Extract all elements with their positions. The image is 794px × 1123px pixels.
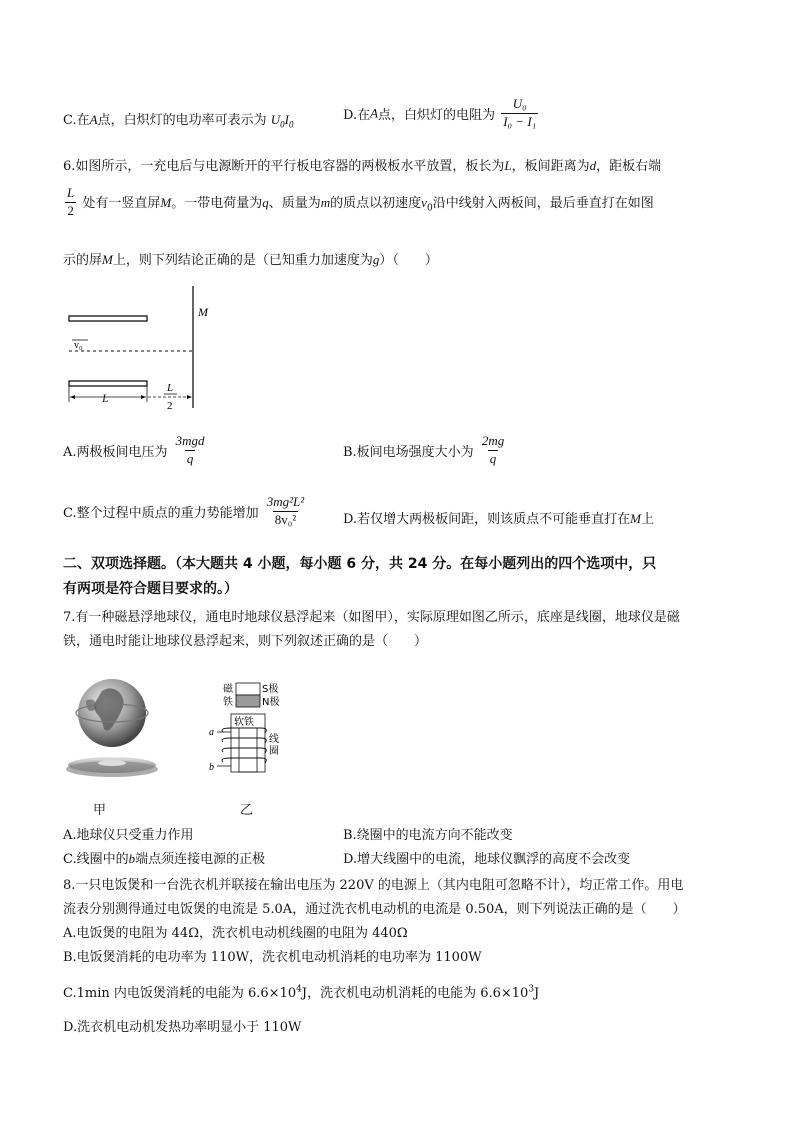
q6-line3b: 上，则下列结论正确的是（已知重力加速度为	[112, 253, 373, 268]
q6-line2	[63, 186, 654, 219]
q5-optc-i: I	[284, 112, 289, 127]
q6-var-v: v	[421, 194, 427, 210]
label-xian: 线	[269, 734, 279, 745]
q8-optc-c: J	[534, 986, 540, 1001]
q5-optd-den: I₀ − I₁	[503, 113, 537, 129]
q6-var-q: q	[262, 194, 269, 210]
label-b: b	[209, 762, 214, 773]
q5-optc-u-sub: 0	[280, 119, 285, 130]
q6-frac-num: L	[67, 185, 75, 200]
q6-capacitor-figure	[60, 282, 230, 412]
label-v0: v₀	[74, 340, 83, 351]
q6-optd-end: 上	[640, 512, 654, 527]
q5-optc-rest: 点，白炽灯的电功率可表示为	[97, 113, 267, 128]
q8-option-a: A.电饭煲的电阻为 44Ω，洗衣机电动机线圈的电阻为 440Ω	[63, 926, 408, 941]
q8-optc-b: J，洗衣机电动机消耗的电能为 6.6×10	[301, 986, 529, 1001]
q6-optc-den: 8v₀²	[274, 511, 297, 527]
q8-optc-exp2: 3	[528, 984, 535, 995]
q6-optd-text: D.若仅增大两极板间距，则该质点不可能垂直打在	[343, 512, 631, 527]
q6-line3c: ）（ ）	[379, 253, 438, 268]
q7-globe-figure	[62, 673, 162, 783]
q6-option-d	[343, 508, 654, 527]
section2-heading-line1: 二、双项选择题。（本大题共 4 小题，每小题 6 分，共 24 分。在每小题列出的四个选项中，只	[63, 556, 657, 572]
q7-option-d: D.增大线圈中的电流，地球仪飘浮的高度不会改变	[343, 852, 631, 867]
q6-line3	[63, 249, 438, 268]
q8-optc-exp1: 4	[296, 984, 302, 995]
q6-optb-text: B.板间电场强度大小为	[343, 444, 474, 460]
base-center	[98, 760, 126, 766]
q7-optc-c: 端点须连接电源的正极	[135, 852, 266, 867]
q6-line1b: ，板间距离为	[511, 159, 590, 174]
q6-line1c: ，距板右端	[596, 159, 662, 174]
q6-option-b	[343, 434, 508, 467]
q6-opta-den: q	[186, 450, 194, 466]
label-ci: 磁	[223, 684, 233, 695]
q7-schematic-figure	[205, 680, 295, 780]
magnet-s	[236, 683, 260, 695]
q6-line2b: 。一带电荷量为	[171, 195, 263, 211]
q6-opta-text: A.两极板间电压为	[63, 444, 168, 460]
q6-optb-fraction	[480, 434, 506, 467]
soft-iron-core	[239, 728, 257, 772]
coil-windings	[222, 728, 266, 763]
label-a: a	[209, 727, 214, 738]
q5-optc-point: A	[89, 112, 98, 127]
q6-var-v-sub: 0	[426, 203, 433, 214]
label-m: M	[198, 305, 208, 319]
q6-var-m: m	[320, 194, 331, 210]
q6-option-a	[63, 434, 209, 467]
q7-line1: 7.有一种磁悬浮地球仪，通电时地球仪悬浮起来（如图甲），实际原理如图乙所示，底座是线圈，地球仪是磁	[63, 610, 680, 625]
q5-optd-prefix: D.在	[343, 107, 371, 123]
bottom-plate	[69, 381, 147, 386]
label-n-pole: N极	[262, 697, 280, 708]
q6-var-m-screen-2: M	[102, 252, 113, 267]
q6-var-l: L	[504, 158, 512, 173]
dim-arrow-h2	[187, 395, 192, 399]
q5-optd-rest: 点，白炽灯的电阻为	[378, 107, 496, 123]
dim-arrow-l1	[70, 395, 75, 399]
q6-line2d: 的质点以初速度	[330, 195, 422, 211]
q7-label-yi: 乙	[240, 803, 254, 818]
q5-optd-point: A	[370, 105, 379, 121]
q7-label-jia: 甲	[93, 803, 107, 818]
q5-optc-u: U	[270, 112, 281, 127]
q5-optc-i-sub: 0	[288, 119, 294, 130]
q5-optd-fraction	[501, 97, 538, 130]
q6-line2c: 、质量为	[268, 195, 321, 211]
section2-heading-line2: 有两项是符合题目要求的。）	[63, 581, 238, 597]
q5-option-d	[343, 97, 540, 130]
q7-optc-a: C.线圈中的	[63, 852, 129, 867]
q5-optd-num: U₀	[512, 96, 527, 111]
q6-optc-text: C.整个过程中质点的重力势能增加	[63, 505, 259, 521]
q6-optb-num: 2mg	[481, 433, 505, 448]
magnet-n	[236, 695, 260, 707]
q8-line2: 流表分别测得通过电饭煲的电流是 5.0A，通过洗衣机电动机的电流是 0.50A，则下列说法正确的是（ ）	[63, 902, 686, 917]
q6-line3a: 示的屏	[63, 253, 103, 268]
label-half-num: L	[167, 382, 174, 394]
q6-half-l-fraction	[65, 186, 76, 219]
q7-line2: 铁，通电时能让地球仪悬浮起来，则下列叙述正确的是（ ）	[63, 634, 428, 649]
label-ruantie: 软铁	[234, 717, 254, 728]
q6-var-g: g	[372, 252, 380, 267]
q6-var-d: d	[589, 158, 597, 173]
q6-optc-num: 3mg²L²	[266, 494, 305, 509]
q6-option-c	[63, 495, 308, 528]
q6-line2a: 处有一竖直屏	[82, 195, 161, 211]
q6-optc-fraction	[265, 495, 306, 528]
q6-opta-num: 3mgd	[175, 433, 205, 448]
q6-line1	[63, 155, 661, 174]
q8-optc-a: C.1min 内电饭煲消耗的电能为 6.6×10	[63, 986, 297, 1001]
q7-option-a: A.地球仪只受重力作用	[63, 828, 194, 843]
label-tie: 铁	[223, 697, 233, 708]
q8-option-c	[63, 982, 539, 1001]
q6-frac-den: 2	[67, 202, 74, 218]
q7-option-c	[63, 848, 265, 867]
top-plate	[69, 316, 147, 321]
q5-option-c	[63, 109, 293, 130]
q8-option-d: D.洗衣机电动机发热功率明显小于 110W	[63, 1020, 302, 1035]
q6-line1-text: 6.如图所示，一充电后与电源断开的平行板电容器的两极板水平放置，板长为	[63, 159, 505, 174]
q6-var-m-screen: M	[160, 194, 172, 210]
q6-optb-den: q	[489, 450, 497, 466]
q7-option-b: B.绕圈中的电流方向不能改变	[343, 828, 513, 843]
q8-option-b: B.电饭煲消耗的电功率为 110W，洗衣机电动机消耗的电功率为 1100W	[63, 950, 482, 965]
q6-opta-fraction	[174, 434, 207, 467]
label-l: L	[102, 391, 109, 405]
q8-line1: 8.一只电饭煲和一台洗衣机并联接在输出电压为 220V 的电源上（其内电阻可忽略不计），均正常工作。用电	[63, 878, 684, 893]
dim-arrow-l2	[141, 395, 146, 399]
q5-optc-prefix: C.在	[63, 113, 90, 128]
q7-optc-b: b	[128, 851, 136, 866]
label-half-den: 2	[167, 400, 173, 412]
q6-line2e: 沿中线射入两板间，最后垂直打在如图	[432, 195, 654, 211]
q6-optd-m: M	[630, 511, 641, 526]
label-quan: 圈	[269, 746, 279, 757]
label-s-pole: S极	[262, 684, 279, 695]
